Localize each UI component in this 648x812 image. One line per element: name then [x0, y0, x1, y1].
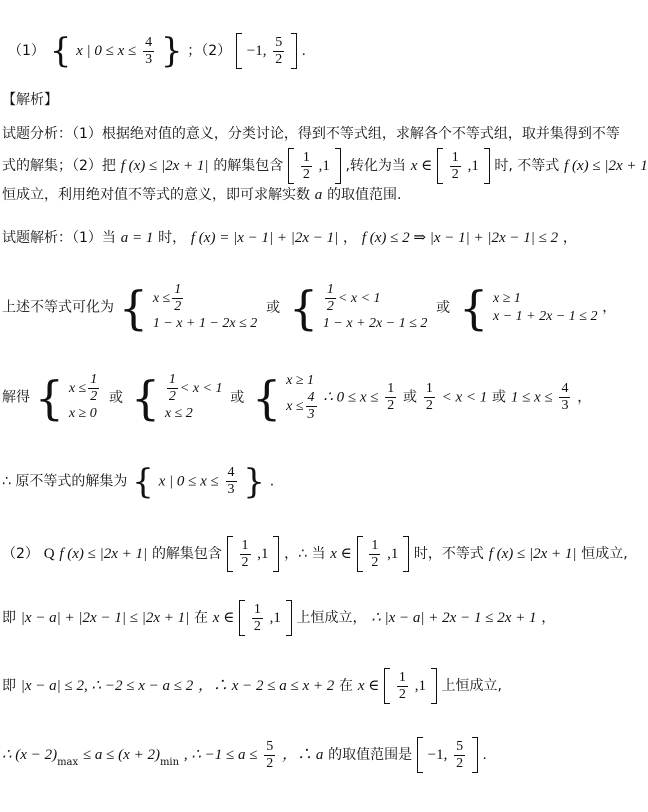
fraction-four-thirds: $\frac{4}{3}$ [145, 34, 153, 67]
right-bracket-icon [291, 33, 297, 69]
left-bracket-icon [417, 737, 423, 773]
left-brace-icon: { [458, 280, 489, 335]
right-brace-icon: } [160, 31, 183, 71]
solution-line-6: 即 |x − a| + |2x − 1| ≤ |2x + 1| 在 x ∈ $\frac{1}{2}$ ,1 上恒成立， ∴ |x − a| + 2x − 1 ≤ 2x + 1 ， [2, 600, 555, 636]
left-brace-icon: { [252, 370, 282, 425]
left-brace-icon: { [118, 280, 149, 335]
left-bracket-icon [236, 33, 242, 69]
answer-interval-start: −1, [246, 43, 267, 59]
section-heading: 【解析】 [2, 92, 58, 108]
left-bracket-icon [288, 148, 294, 184]
solution-line-5: （2） Q f (x) ≤ |2x + 1| 的解集包含 $\frac{1}{2}$ ,1 ，∴ 当 x ∈ $\frac{1}{2}$ ,1 时，不等式 f (x) ≤ |2x + 1| 恒成立, [2, 536, 628, 572]
analysis-line-3: 恒成立，利用绝对值不等式的意义，即可求解实数 a 的取值范围. [2, 187, 402, 203]
answer-separator: ；（2） [187, 43, 232, 59]
left-brace-icon: { [132, 461, 154, 502]
left-brace-icon: { [130, 370, 161, 425]
left-brace-icon: { [49, 31, 72, 71]
system-case-2: $\frac{1}{2}$ < x < 1 1 − x + 2x − 1 ≤ 2 [322, 282, 428, 331]
fraction-one-half: $\frac{1}{2}$ [451, 149, 459, 182]
left-bracket-icon [239, 600, 245, 636]
result-system-1: x ≤ $\frac{1}{2}$ x ≥ 0 [68, 372, 98, 421]
analysis-line-1: 试题分析：（1）根据绝对值的意义，分类讨论，得到不等式组，求解各个不等式组，取并集得到不等 [2, 126, 620, 142]
right-bracket-icon [335, 148, 341, 184]
right-bracket-icon [431, 668, 437, 704]
right-brace-icon: } [243, 461, 265, 502]
right-bracket-icon [472, 737, 478, 773]
left-bracket-icon [384, 668, 390, 704]
solution-line-3: 解得 { x ≤ $\frac{1}{2}$ x ≥ 0 或 { $\frac{1}{2}$ < x < 1 x ≤ 2 或 { x ≥ 1 x ≤ $\frac{4}{3}$ ∴ 0 ≤ x ≤ $\frac{1}{2}$ 或 $\frac{1}{2}$ < x < 1 或 1 ≤ x ≤ $\frac{4}{3}$ ， [2, 370, 592, 425]
result-system-2: $\frac{1}{2}$ < x < 1 x ≤ 2 [164, 372, 223, 421]
answer-part1-label: （1） [8, 43, 45, 59]
solution-line-7: 即 |x − a| ≤ 2, ∴ −2 ≤ x − a ≤ 2 ，∴ x − 2 ≤ a ≤ x + 2 在 x ∈ $\frac{1}{2}$ ,1 上恒成立, [2, 668, 502, 704]
answer-set-expr: x | 0 ≤ x ≤ [76, 43, 137, 59]
system-case-1: x ≤ $\frac{1}{2}$ 1 − x + 1 − 2x ≤ 2 [152, 282, 258, 331]
left-bracket-icon [227, 536, 233, 572]
inequality-expr: f (x) ≤ |2x + 1| [120, 158, 209, 174]
right-bracket-icon [286, 600, 292, 636]
solution-line-1: 试题解析：（1）当 a = 1 时， f (x) = |x − 1| + |2x − 1| ， f (x) ≤ 2 ⇒ |x − 1| + |2x − 1| ≤ 2 ， [2, 230, 577, 246]
solution-line-4: ∴ 原不等式的解集为 { x | 0 ≤ x ≤ $\frac{4}{3}$ } . [2, 461, 275, 502]
answer-line [8, 33, 306, 69]
right-bracket-icon [273, 536, 279, 572]
left-bracket-icon [357, 536, 363, 572]
answer-end: . [301, 43, 306, 59]
solution-line-8: ∴ $(x - 2)_{max} \le a \le (x + 2)_{min}$ , ∴ −1 ≤ a ≤ $\frac{5}{2}$ ，∴ a 的取值范围是 −1, $\frac{5}{2}$ . [2, 737, 486, 773]
right-bracket-icon [484, 148, 490, 184]
left-brace-icon: { [288, 280, 319, 335]
left-bracket-icon [437, 148, 443, 184]
fraction-five-halves: $\frac{5}{2}$ [275, 34, 283, 67]
result-system-3: x ≥ 1 x ≤ $\frac{4}{3}$ [286, 373, 315, 422]
left-brace-icon: { [34, 370, 65, 425]
fraction-one-half: $\frac{1}{2}$ [302, 149, 310, 182]
analysis-line-2: 式的解集；（2）把 f (x) ≤ |2x + 1| 的解集包含 $\frac{1}{2}$ ,1 ,转化为当 x ∈ $\frac{1}{2}$ ,1 时, 不等式 f (x) ≤ |2x + 1 [2, 148, 648, 184]
solution-line-2: 上述不等式可化为 { x ≤ $\frac{1}{2}$ 1 − x + 1 − 2x ≤ 2 或 { $\frac{1}{2}$ < x < 1 1 − x + 2x − 1 ≤ 2 或 { x ≥ 1 x − 1 + 2x − 1 ≤ 2 ， [2, 280, 617, 335]
right-bracket-icon [403, 536, 409, 572]
system-case-3: x ≥ 1 x − 1 + 2x − 1 ≤ 2 [493, 290, 598, 324]
